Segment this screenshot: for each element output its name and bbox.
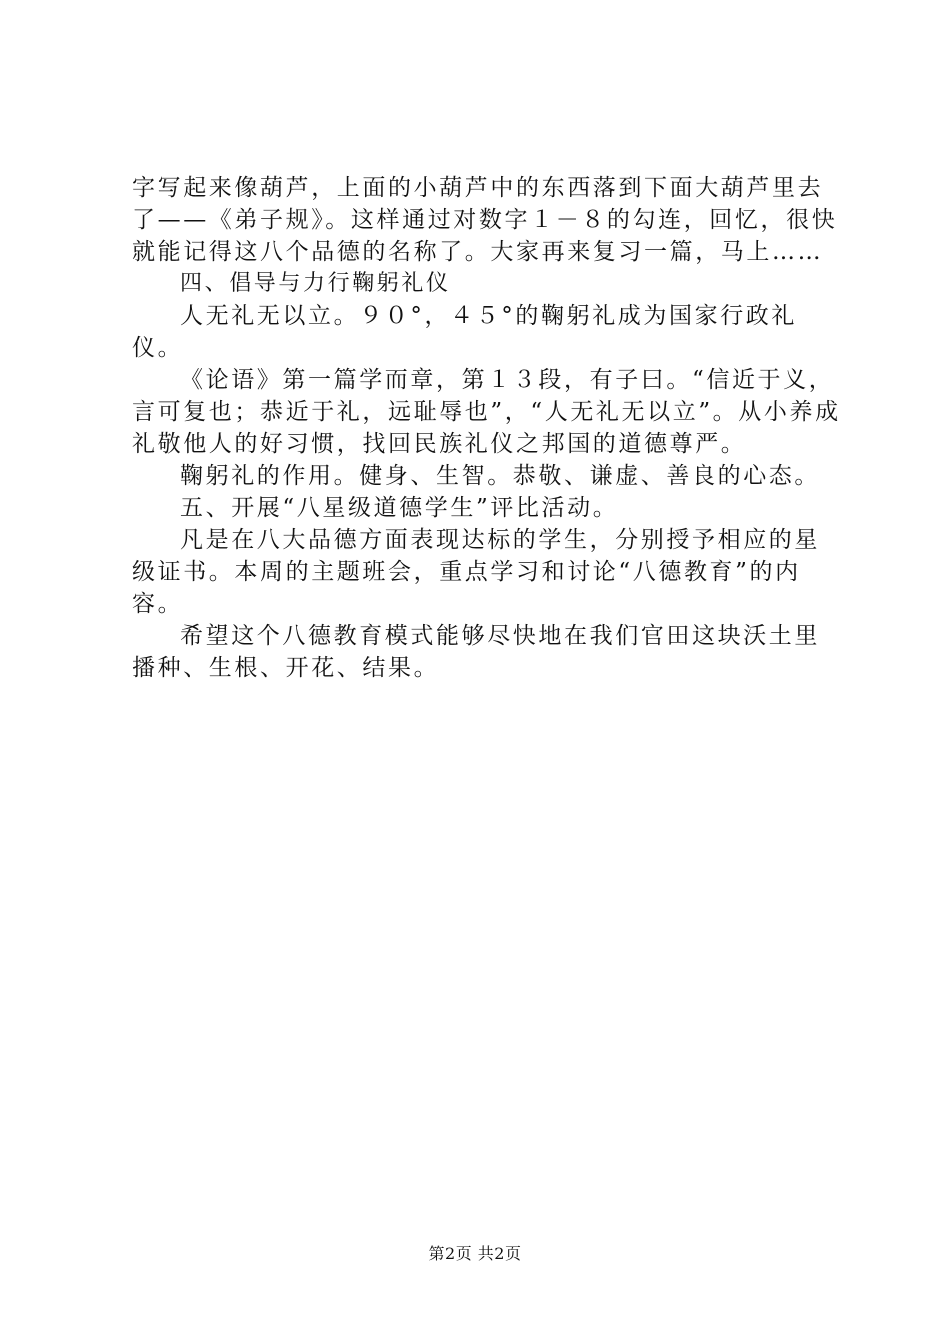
section-heading-five: 五、开展“八星级道德学生”评比活动。 <box>180 495 619 521</box>
paragraph-bowing-etiquette: 人无礼无以立。９０°，４５°的鞠躬礼成为国家行政礼仪。 <box>132 303 797 361</box>
paragraph-analects-quote: 《论语》第一篇学而章，第１３段，有子曰。“信近于义，言可复也；恭近于礼，远耻辱也”，“人无礼无以立”。从小养成礼敬他人的好习惯，找回民族礼仪之邦国的道德尊严。 <box>132 367 841 457</box>
section-heading-four: 四、倡导与力行鞠躬礼仪 <box>180 271 451 296</box>
paragraph-bowing-benefits: 鞠躬礼的作用。健身、生智。恭敬、谦虚、善良的心态。 <box>180 463 820 489</box>
paragraph-continuation: 字写起来像葫芦，上面的小葫芦中的东西落到下面大葫芦里去了——《弟子规》。这样通过对数字１－８的勾连，回忆，很快就能记得这八个品德的名称了。大家再来复习一篇，马上…… <box>132 175 838 265</box>
page-number-footer: 第2页 共2页 <box>428 1244 522 1263</box>
paragraph-closing-hope: 希望这个八德教育模式能够尽快地在我们官田这块沃土里播种、生根、开花、结果。 <box>132 623 820 681</box>
paragraph-star-certificates: 凡是在八大品德方面表现达标的学生，分别授予相应的星级证书。本周的主题班会，重点学习和讨论“八德教育”的内容。 <box>132 527 820 617</box>
document-body <box>132 172 842 684</box>
